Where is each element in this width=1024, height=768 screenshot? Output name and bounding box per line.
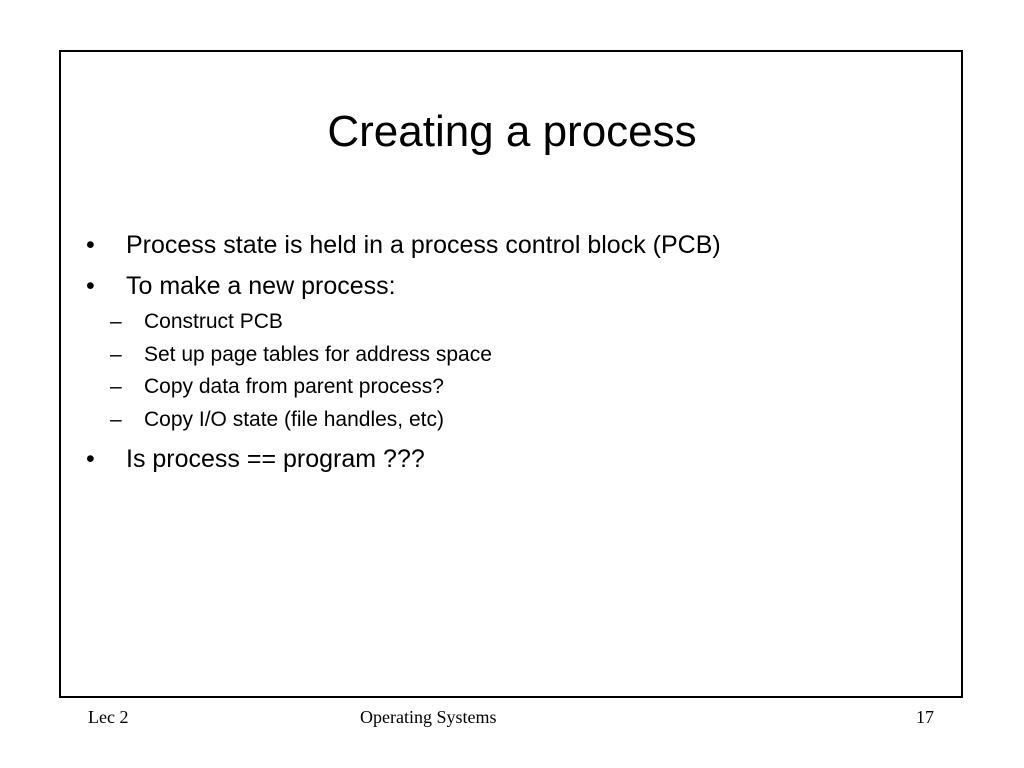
bullet-item [86,230,721,260]
bullet-item [86,444,425,474]
sub-bullet-text: Copy I/O state (file handles, etc) [144,408,444,431]
bullet-mark: • [86,445,95,473]
sub-bullet-item [110,342,492,368]
sub-bullet-item [110,374,444,400]
sub-bullet-mark: – [110,375,122,398]
bullet-mark: • [86,231,95,259]
sub-bullet-item [110,309,283,335]
sub-bullet-mark: – [110,343,122,366]
sub-bullet-item [110,407,444,433]
sub-bullet-text: Set up page tables for address space [144,343,492,366]
bullet-item [86,271,396,301]
bullet-text: Is process == program ??? [126,445,425,473]
slide-title: Creating a process [327,107,697,156]
bullet-text: To make a new process: [126,272,396,300]
bullet-text: Process state is held in a process control block (PCB) [126,231,721,259]
sub-bullet-mark: – [110,310,122,333]
footer-lecture: Lec 2 [88,707,129,727]
sub-bullet-text: Construct PCB [144,310,283,333]
footer-page-number: 17 [916,707,934,727]
bullet-mark: • [86,272,95,300]
sub-bullet-mark: – [110,408,122,431]
sub-bullet-text: Copy data from parent process? [144,375,444,398]
footer-course-title: Operating Systems [360,707,497,727]
